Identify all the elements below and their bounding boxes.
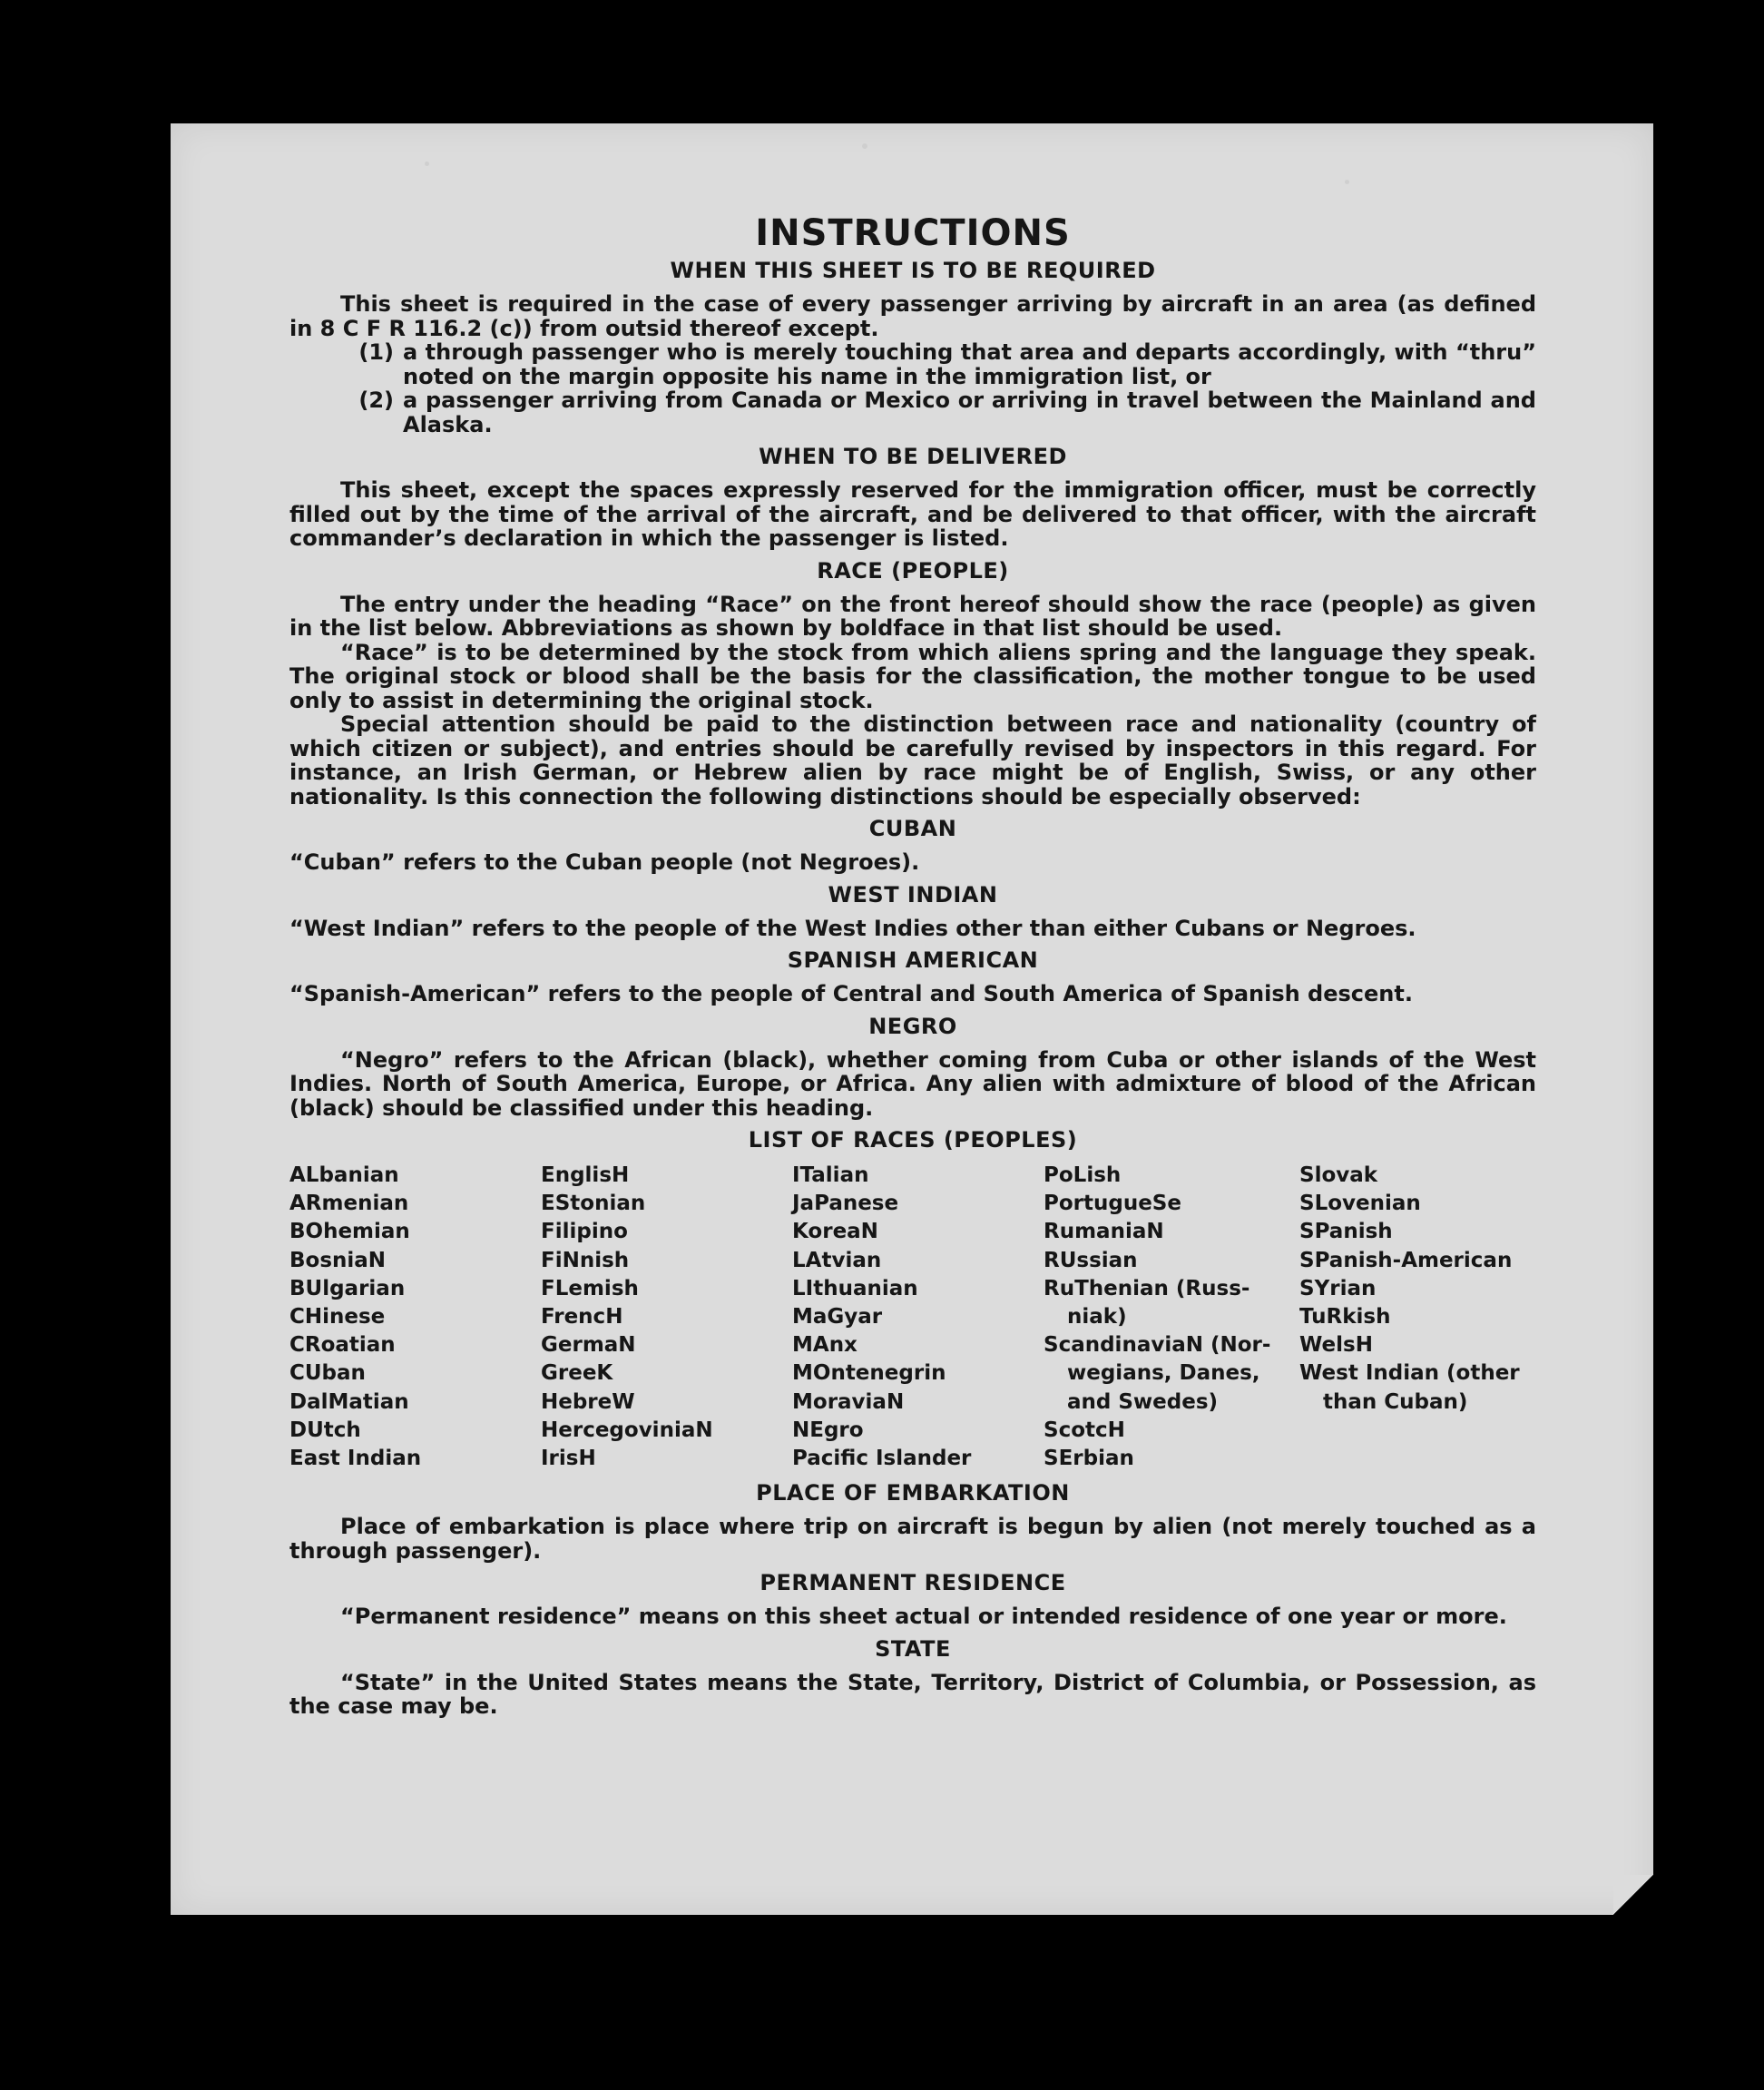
instructions-body [289,211,1536,1719]
heading-embarkation: PLACE OF EMBARKATION [756,1480,1070,1506]
cuban-text: “Cuban” refers to the Cuban people (not Negroes). [289,849,920,875]
residence-text: “Permanent residence” means on this sheet actual or intended residence of one year or more. [340,1604,1507,1630]
race-item: SErbian [1044,1447,1134,1471]
race-item: Pacific Islander [792,1447,972,1471]
race-item: East Indian [289,1447,422,1471]
race-item: ScandinaviaN (Nor- [1044,1333,1271,1358]
west-indian-text: “West Indian” refers to the people of the West Indies other than either Cubans or Negroes. [289,915,1416,941]
embarkation-text: Place of embarkation is place where trip on aircraft is begun by alien (not merely touched as a through passenger). [289,1514,1536,1564]
race-item: HebreW [541,1389,635,1414]
race-item: MAnx [792,1333,858,1358]
race-item: LAtvian [792,1248,882,1272]
race-item: FiNnish [541,1248,630,1272]
race-item: SPanish [1299,1220,1393,1244]
race-paragraph-2: “Race” is to be determined by the stock from which aliens spring and the language they speak. The original stock or blood shall be the basis for the classification, the mother tongue to be used only to assist in determining the original stock. [289,639,1536,713]
race-item: MOntenegrin [792,1361,946,1386]
race-item: MaGyar [792,1305,883,1330]
speck [862,143,867,149]
document-sheet [171,123,1653,1915]
race-item: DalMatian [289,1389,409,1414]
heading-state: STATE [875,1635,951,1662]
race-item: CRoatian [289,1333,396,1358]
race-item: GreeK [541,1361,613,1386]
race-list [289,1162,1536,1473]
heading-permanent-residence: PERMANENT RESIDENCE [760,1570,1066,1596]
heading-west-indian: WEST INDIAN [828,881,998,908]
heading-cuban: CUBAN [868,816,957,841]
race-item: Filipino [541,1220,628,1244]
page-corner-fold [1613,1875,1653,1915]
race-item: ARmenian [289,1192,409,1216]
race-column-2 [541,1162,792,1473]
race-item: PoLish [1044,1163,1122,1187]
heading-negro: NEGRO [868,1013,957,1039]
race-item: FrencH [541,1305,623,1330]
when-required-intro: This sheet is required in the case of every passenger arriving by aircraft in an area (as defined in 8 C F R 116.2 (c)) from outsid thereof except. [289,291,1536,341]
exception-item [289,388,1536,437]
race-item: West Indian (other [1299,1361,1520,1386]
heading-spanish-american: SPANISH AMERICAN [787,947,1039,973]
spanish-american-text: “Spanish-American” refers to the people of Central and South America of Spanish descent. [289,981,1413,1006]
race-item: ScotcH [1044,1418,1125,1442]
race-item: FLemish [541,1276,639,1300]
race-item: GermaN [541,1333,636,1358]
race-item: LIthuanian [792,1276,918,1300]
race-item: SLovenian [1299,1192,1421,1216]
race-item: KoreaN [792,1220,878,1244]
race-item: NEgro [792,1418,864,1442]
race-paragraph-1: The entry under the heading “Race” on the front hereof should show the race (people) as given in the list below. Abbreviations as shown by boldface in that list should be used. [289,591,1536,641]
race-column-4 [1044,1162,1299,1473]
race-item-continuation: than Cuban) [1323,1389,1468,1414]
speck [425,162,429,166]
item-text: a passenger arriving from Canada or Mexico or arriving in travel between the Mainland and Alaska. [403,388,1536,437]
race-item: EnglisH [541,1163,630,1187]
exception-item [289,340,1536,388]
speck [1345,180,1349,184]
race-item: TuRkish [1299,1305,1391,1330]
page-title: INSTRUCTIONS [755,212,1071,254]
race-column-1 [289,1162,541,1473]
state-text: “State” in the United States means the State, Territory, District of Columbia, or Possession, as the case may be. [289,1669,1536,1720]
item-text: a through passenger who is merely touching that area and departs accordingly, with “thru” noted on the margin opposite his name in the immigration list, or [403,339,1536,389]
heading-race: RACE (PEOPLE) [817,557,1009,584]
race-item: CHinese [289,1305,386,1330]
race-item-continuation: niak) [1067,1305,1127,1330]
negro-text: “Negro” refers to the African (black), whether coming from Cuba or other islands of the West Indies. North of South America, Europe, or Africa. Any alien with admixture of blood of the African (black) should be classified under this heading. [289,1046,1536,1121]
race-item: BUlgarian [289,1276,406,1300]
race-item: JaPanese [792,1192,899,1216]
race-item: HercegoviniaN [541,1418,713,1442]
item-number: (1) [358,339,394,365]
heading-when-required: WHEN THIS SHEET IS TO BE REQUIRED [670,258,1156,283]
heading-when-delivered: WHEN TO BE DELIVERED [759,444,1067,469]
race-item: IrisH [541,1447,596,1471]
race-item: RuThenian (Russ- [1044,1276,1250,1300]
when-delivered-text: This sheet, except the spaces expressly reserved for the immigration officer, must be correctly filled out by the time of the arrival of the aircraft, and be delivered to that officer, with the aircraft commander’s declaration in which the passenger is listed. [289,477,1536,551]
race-item: CUban [289,1361,366,1386]
race-item: BosniaN [289,1248,387,1272]
race-item: ALbanian [289,1163,399,1187]
race-item-continuation: wegians, Danes, [1067,1361,1260,1386]
race-item: ITalian [792,1163,869,1187]
race-item: WelsH [1299,1333,1373,1358]
race-item: MoraviaN [792,1389,905,1414]
race-paragraph-3: Special attention should be paid to the distinction between race and nationality (country of which citizen or subject), and entries should be carefully revised by inspectors in this regard. For instance, an Irish German, or Hebrew alien by race might be of English, Swiss, or any other nationality. Is this connection the following distinctions should be especially observed: [289,711,1536,810]
race-item-continuation: and Swedes) [1067,1389,1219,1414]
item-number: (2) [358,388,394,413]
race-column-5 [1299,1162,1536,1473]
exception-list [289,340,1536,437]
race-item: Slovak [1299,1163,1378,1187]
race-item: BOhemian [289,1220,410,1244]
race-item: EStonian [541,1192,646,1216]
race-item: SYrian [1299,1276,1377,1300]
heading-list-of-races: LIST OF RACES (PEOPLES) [748,1127,1078,1153]
race-item: SPanish-American [1299,1248,1513,1272]
race-item: RumaniaN [1044,1220,1164,1244]
race-item: DUtch [289,1418,361,1442]
race-item: PortugueSe [1044,1192,1181,1216]
race-item: RUssian [1044,1248,1138,1272]
race-column-3 [792,1162,1044,1473]
